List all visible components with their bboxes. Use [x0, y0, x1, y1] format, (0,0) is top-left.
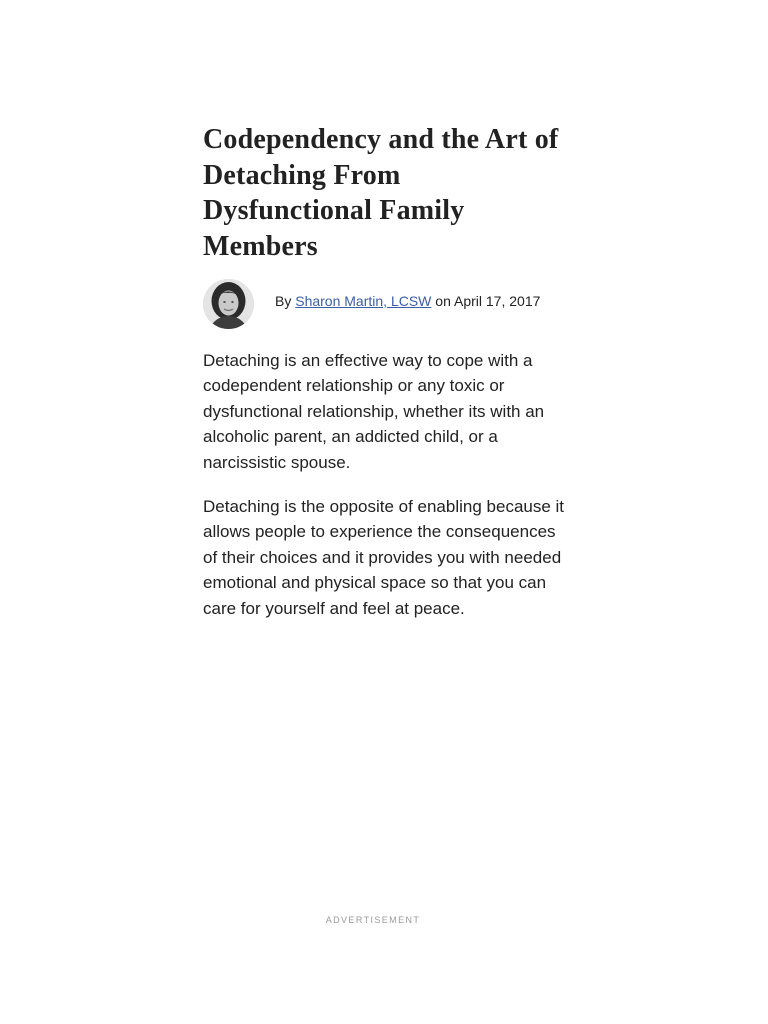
byline-connector: on: [435, 293, 451, 309]
publish-date: April 17, 2017: [454, 293, 541, 309]
byline-text: [275, 293, 540, 309]
author-avatar-image: [203, 279, 254, 329]
article-paragraph: Detaching is the opposite of enabling because it allows people to experience the consequences of their choices and it provides you with needed emotional and physical space so that you can care for yourself and feel at peace.: [203, 497, 565, 618]
advertisement-label: ADVERTISEMENT: [325, 915, 421, 925]
article-paragraph: Detaching is an effective way to cope with a codependent relationship or any toxic or dysfunctional relationship, whether its with an alcoholic parent, an addicted child, or a narcissistic spouse.: [203, 351, 545, 472]
author-avatar[interactable]: [203, 279, 254, 329]
byline-prefix: By: [275, 293, 292, 309]
byline: [203, 279, 568, 329]
article: [203, 122, 568, 621]
article-title: Codependency and the Art of Detaching From Dysfunctional Family Members: [203, 124, 559, 262]
author-link[interactable]: Sharon Martin, LCSW: [295, 293, 432, 309]
